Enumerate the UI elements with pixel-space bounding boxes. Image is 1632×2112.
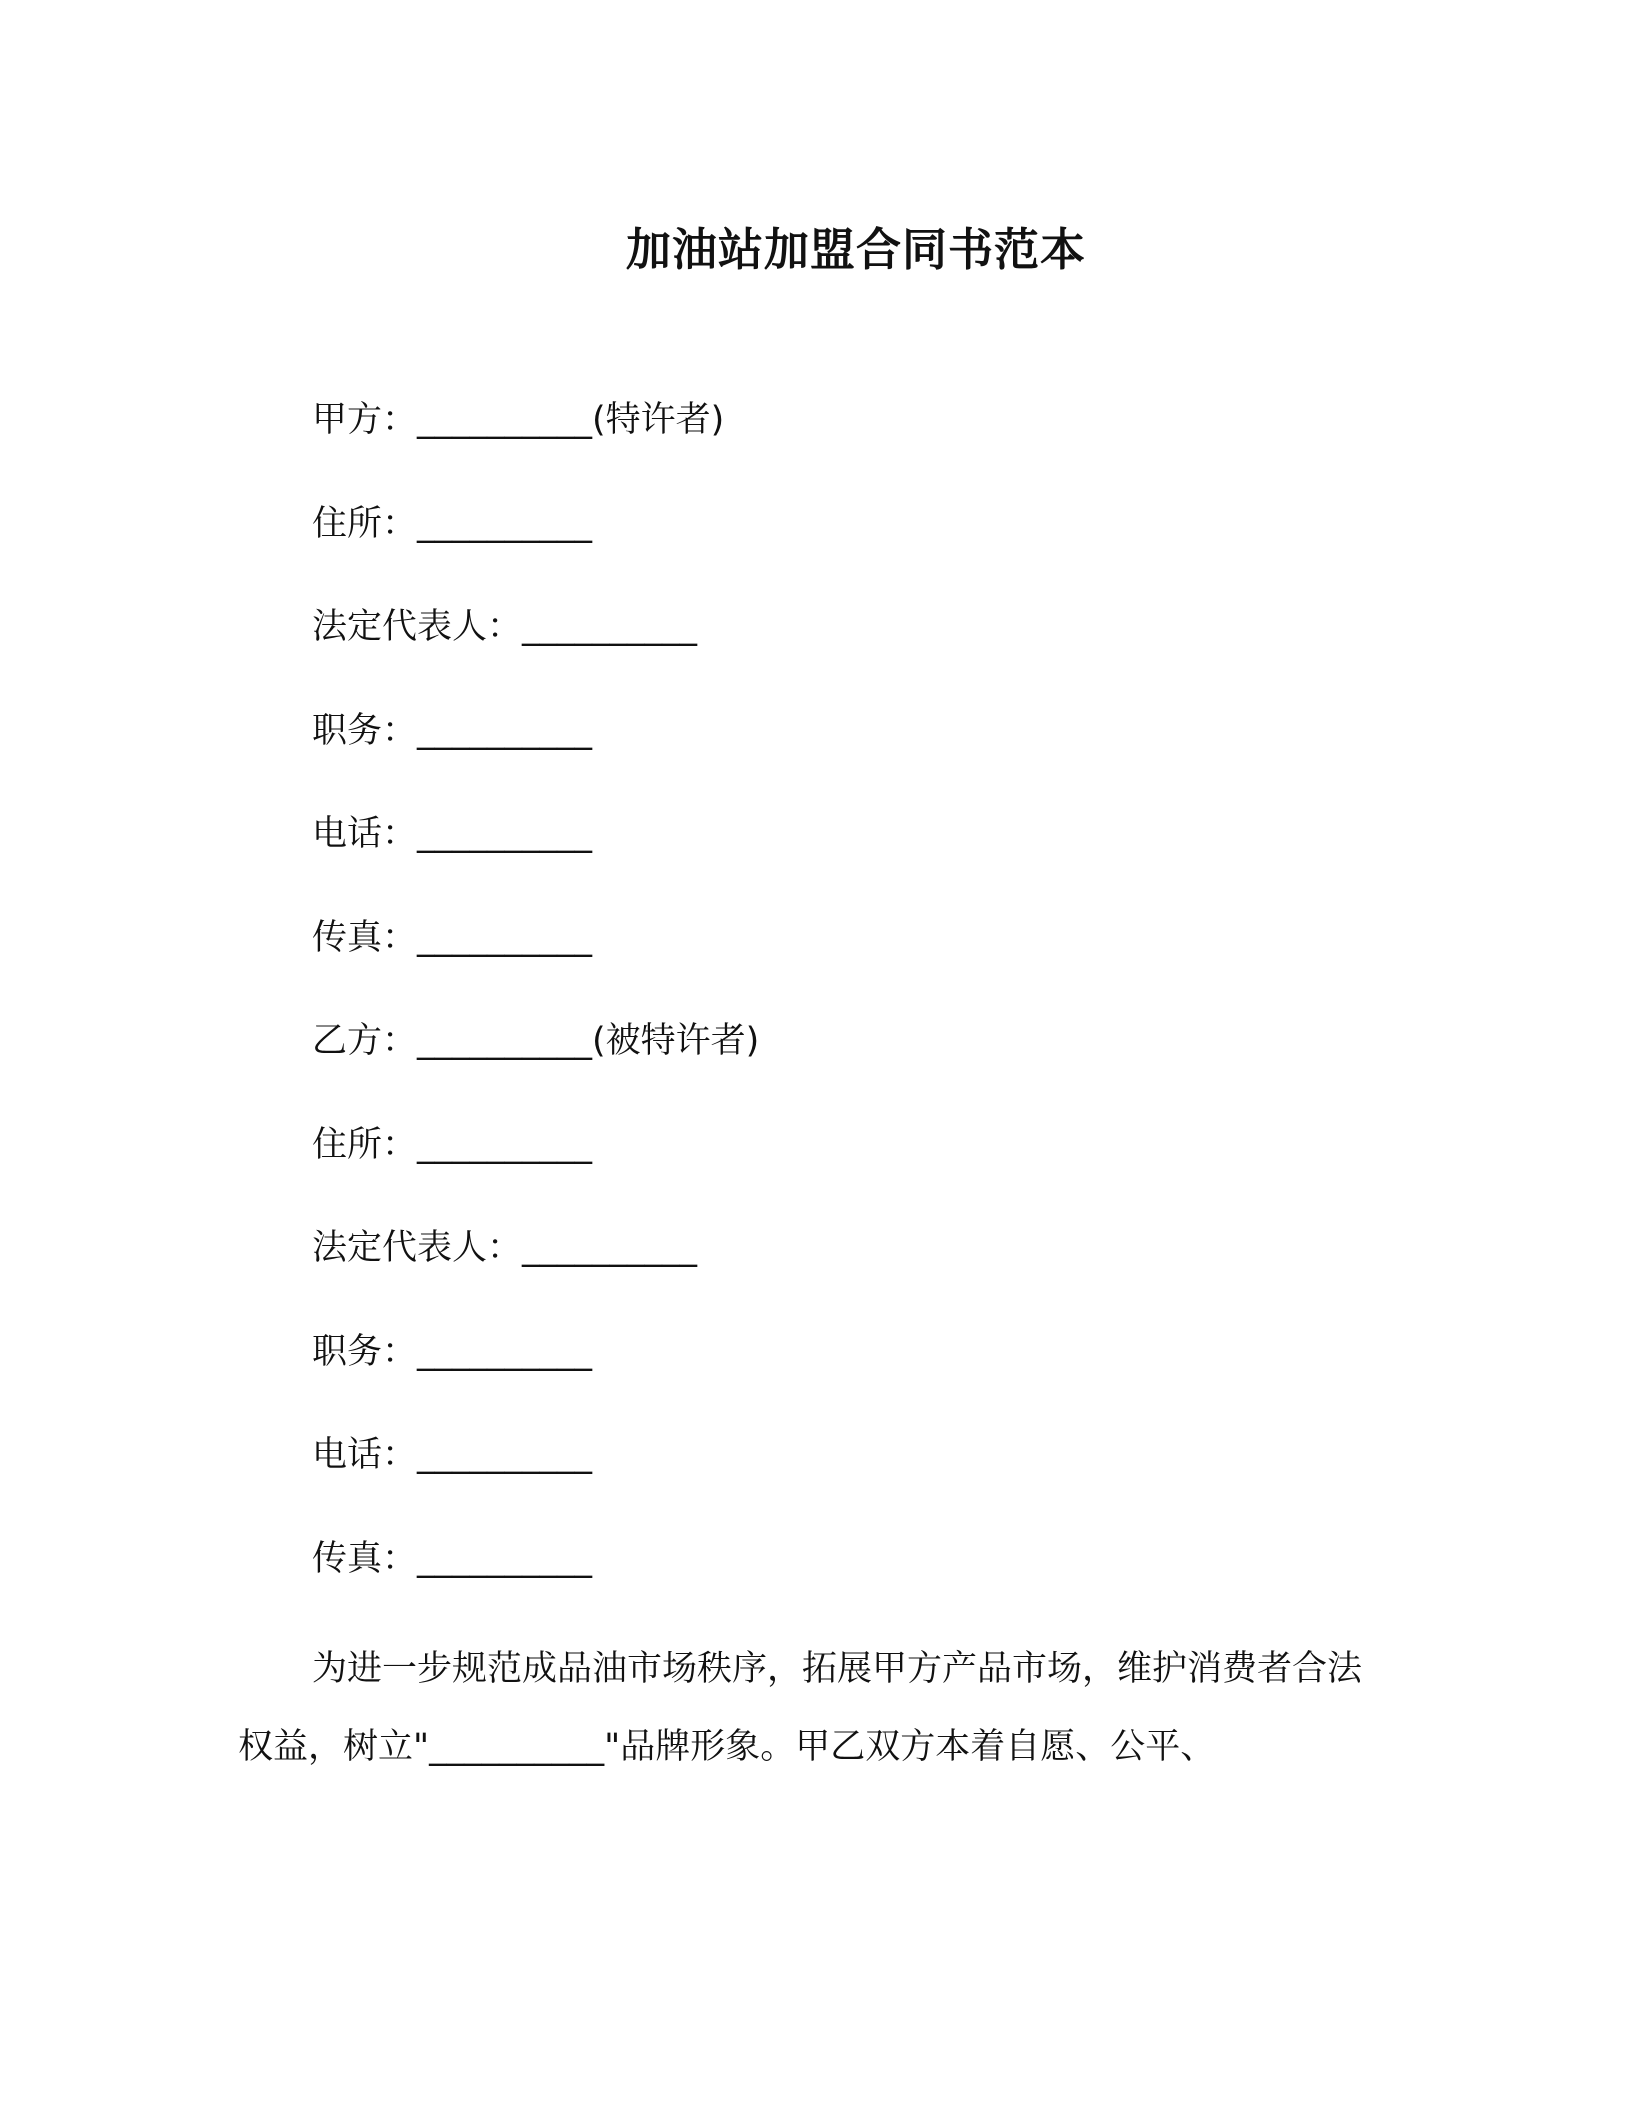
- party-a-legal-rep: 法定代表人：__________: [312, 607, 698, 647]
- party-b-phone: 电话：__________: [312, 1435, 593, 1475]
- party-b-fax: 传真：__________: [312, 1538, 593, 1579]
- party-b-line: 乙方：__________(被特许者): [312, 1021, 760, 1061]
- party-a-line: 甲方：__________(特许者): [312, 400, 725, 440]
- party-a-phone: 电话：__________: [312, 814, 593, 854]
- party-a-position: 职务：__________: [312, 710, 593, 751]
- party-b-address: 住所：__________: [312, 1124, 593, 1165]
- party-b-legal-rep: 法定代表人：__________: [312, 1228, 698, 1268]
- party-fields: [312, 390, 1412, 1632]
- party-b-position: 职务：__________: [312, 1331, 593, 1372]
- party-a-address: 住所：__________: [312, 503, 593, 544]
- document-title: 加油站加盟合同书范本: [625, 223, 1086, 276]
- party-a-fax: 传真：__________: [312, 917, 593, 958]
- intro-paragraph: 为进一步规范成品油市场秩序，拓展甲方产品市场，维护消费者合法权益，树立"__________"品牌形象。甲乙双方本着自愿、公平、: [238, 1649, 1363, 1767]
- intro-section: [238, 1630, 1388, 1786]
